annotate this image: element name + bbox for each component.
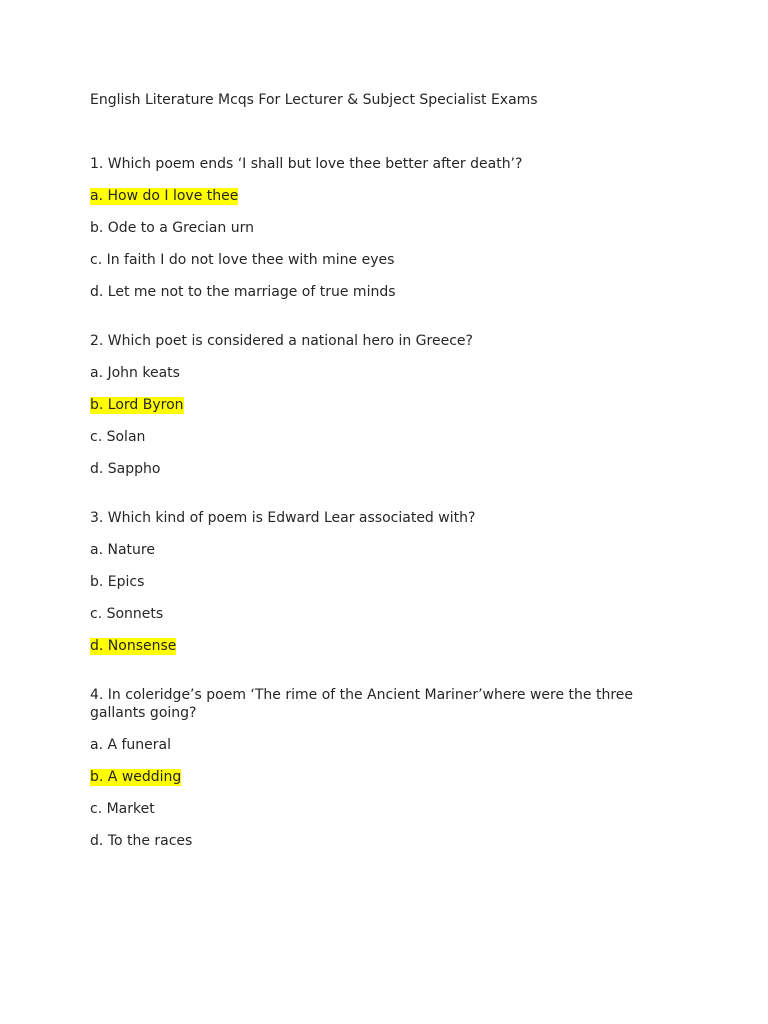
answer-option	[90, 768, 690, 786]
answer-option-text: c. In faith I do not love thee with mine eyes	[90, 252, 395, 268]
answer-option	[90, 364, 690, 382]
answer-option	[90, 396, 690, 414]
answer-option-text: d. To the races	[90, 833, 193, 849]
question-block-3	[90, 509, 690, 655]
answer-option	[90, 541, 690, 559]
answer-option	[90, 187, 690, 205]
answer-option-text: a. How do I love thee	[90, 188, 239, 204]
answer-option-text: c. Market	[90, 801, 155, 817]
answer-option	[90, 460, 690, 478]
question-text: 1. Which poem ends ‘I shall but love thee better after death’?	[90, 156, 523, 172]
answer-option-text: c. Solan	[90, 429, 146, 445]
answer-option-text: a. Nature	[90, 542, 155, 558]
question-block-1	[90, 155, 690, 301]
answer-option-text: c. Sonnets	[90, 606, 164, 622]
answer-option	[90, 283, 690, 301]
answer-option-text: d. Let me not to the marriage of true minds	[90, 284, 396, 300]
answer-option-text: b. Lord Byron	[90, 397, 184, 413]
answer-option-text: b. Epics	[90, 574, 145, 590]
answer-option	[90, 800, 690, 818]
answer-option	[90, 605, 690, 623]
answer-option	[90, 573, 690, 591]
answer-option	[90, 251, 690, 269]
answer-option-text: a. John keats	[90, 365, 180, 381]
document-title: English Literature Mcqs For Lecturer & Subject Specialist Exams	[90, 92, 538, 108]
answer-option	[90, 637, 690, 655]
question-block-2	[90, 332, 690, 478]
answer-option-text: d. Nonsense	[90, 638, 177, 654]
answer-option	[90, 832, 690, 850]
document-page	[90, 91, 690, 850]
question-text: 4. In coleridge’s poem ‘The rime of the Ancient Mariner’where were the three gallants going?	[90, 687, 634, 721]
answer-option	[90, 736, 690, 754]
answer-option-text: b. A wedding	[90, 769, 182, 785]
answer-option-text: b. Ode to a Grecian urn	[90, 220, 254, 236]
answer-option	[90, 219, 690, 237]
answer-option-text: a. A funeral	[90, 737, 172, 753]
question-block-4	[90, 686, 690, 850]
question-text: 3. Which kind of poem is Edward Lear associated with?	[90, 510, 476, 526]
answer-option	[90, 428, 690, 446]
question-text: 2. Which poet is considered a national hero in Greece?	[90, 333, 473, 349]
answer-option-text: d. Sappho	[90, 461, 161, 477]
